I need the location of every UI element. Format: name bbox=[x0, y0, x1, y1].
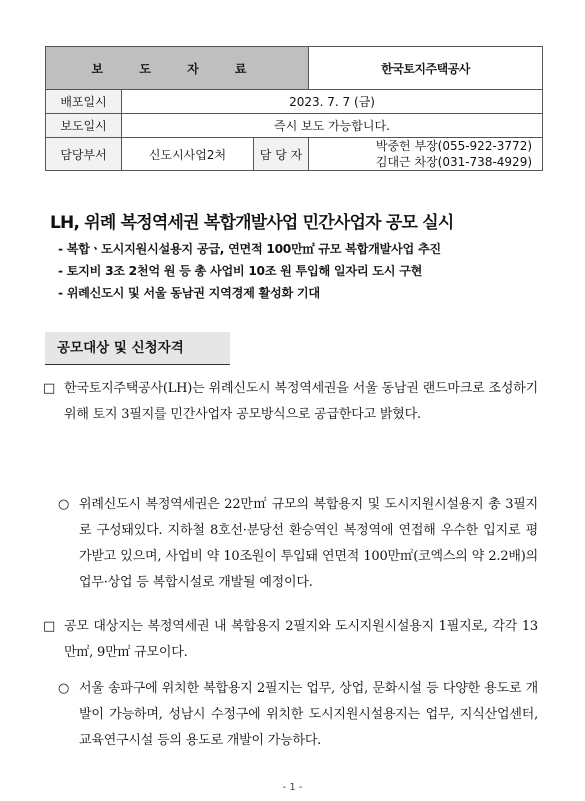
department-label: 담당부서 bbox=[46, 138, 122, 171]
document-title: 보 도 자 료 bbox=[46, 47, 309, 90]
square-bullet-icon: □ bbox=[43, 619, 56, 634]
paragraph-text: 공모 대상지는 복정역세권 내 복합용지 2필지와 도시지원시설용지 1필지로, 각각 13만㎡, 9만㎡ 규모이다. bbox=[64, 619, 538, 660]
distribution-label: 배포일시 bbox=[46, 90, 122, 114]
circle-bullet-icon: ○ bbox=[58, 497, 70, 512]
organization-name: 한국토지주택공사 bbox=[309, 47, 543, 90]
paragraph-text: 한국토지주택공사(LH)는 위례신도시 복정역세권을 서울 동남권 랜드마크로 조성하기 위해 토지 3필지를 민간사업자 공모방식으로 공급한다고 밝혔다. bbox=[64, 381, 538, 422]
department-value: 신도시사업2처 bbox=[122, 138, 254, 171]
square-bullet-icon: □ bbox=[43, 381, 56, 396]
paragraph-text: 서울 송파구에 위치한 복합용지 2필지는 업무, 상업, 문화시설 등 다양한 용도로 개발이 가능하며, 성남시 수정구에 위치한 도시지원시설용지는 업무, 지식산업센터, 교육연구시설 등의 용도로 개발이 가능하다. bbox=[79, 681, 538, 748]
headline: LH, 위례 복정역세권 복합개발사업 민간사업자 공모 실시 bbox=[50, 213, 454, 233]
circle-bullet-icon: ○ bbox=[58, 681, 70, 696]
distribution-date: 2023. 7. 7 (금) bbox=[122, 90, 543, 114]
press-release-header bbox=[45, 46, 543, 171]
contact-1: 박중헌 부장(055-922-3772) bbox=[375, 139, 533, 153]
section-title: 공모대상 및 신청자격 bbox=[45, 332, 230, 365]
contact-persons bbox=[309, 138, 543, 171]
sub-bullet: - 토지비 3조 2천억 원 등 총 사업비 10조 원 투입해 일자리 도시 구현 bbox=[58, 264, 423, 278]
sub-bullet: - 위례신도시 및 서울 동남권 지역경제 활성화 기대 bbox=[58, 286, 320, 300]
paragraph-3 bbox=[43, 614, 538, 666]
page-number: - 1 - bbox=[282, 782, 303, 793]
report-label: 보도일시 bbox=[46, 114, 122, 138]
paragraph-1 bbox=[43, 376, 538, 428]
sub-bullet: - 복합ㆍ도시지원시설용지 공급, 연면적 100만㎡ 규모 복합개발사업 추진 bbox=[58, 242, 441, 256]
report-time: 즉시 보도 가능합니다. bbox=[122, 114, 543, 138]
person-label: 담 당 자 bbox=[254, 138, 309, 171]
paragraph-2 bbox=[58, 492, 538, 596]
sub-bullets bbox=[58, 238, 558, 304]
paragraph-text: 위례신도시 복정역세권은 22만㎡ 규모의 복합용지 및 도시지원시설용지 총 3필지로 구성돼있다. 지하철 8호선·분당선 환승역인 복정역에 연접해 우수한 입지로 평가받고 있으며, 사업비 약 10조원이 투입돼 연면적 100만㎡(코엑스의 약 2.2배)의 업무·상업 등 복합시설로 개발될 예정이다. bbox=[79, 497, 538, 590]
paragraph-4 bbox=[58, 676, 538, 754]
contact-2: 김대근 차장(031-738-4929) bbox=[375, 155, 533, 169]
